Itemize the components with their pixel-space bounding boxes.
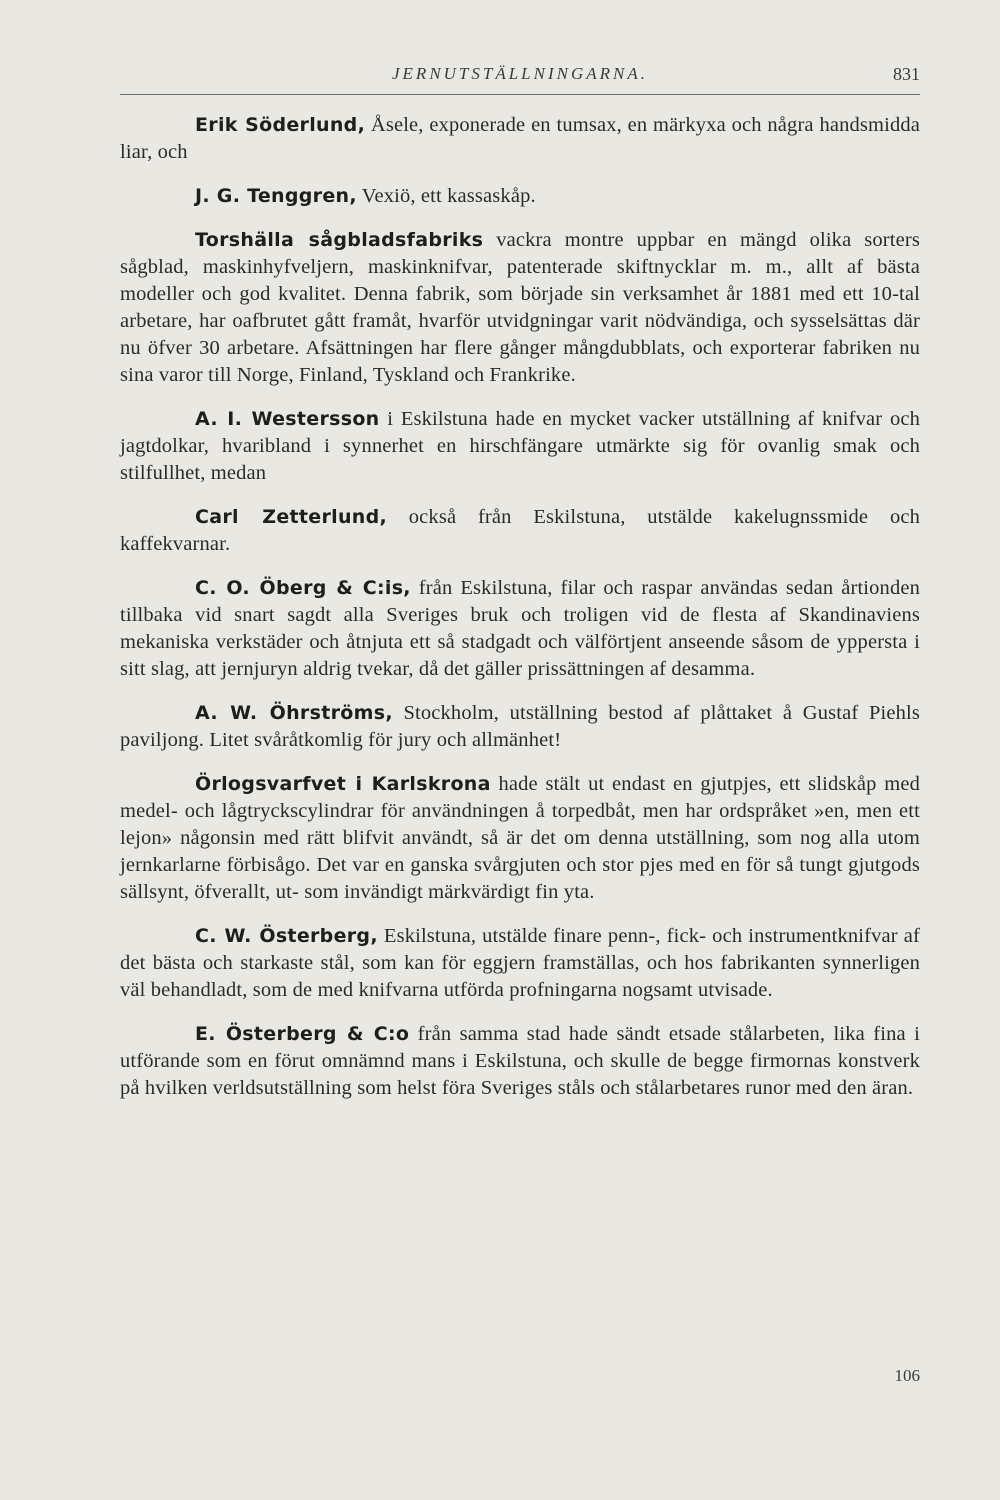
paragraph-text: Åsele, exponerade en tumsax, en märkyxa och några handsmidda liar, och xyxy=(120,114,921,163)
running-head: JERNUTSTÄLLNINGARNA. xyxy=(392,64,648,83)
page-header xyxy=(120,62,920,95)
paragraph xyxy=(120,700,920,754)
paragraph xyxy=(120,406,920,487)
paragraph-text: Vexiö, ett kassaskåp. xyxy=(356,185,536,207)
paragraph xyxy=(120,112,920,166)
paragraph xyxy=(120,575,920,683)
exhibitor-name: A. I. Westersson xyxy=(195,408,380,430)
page-body xyxy=(120,112,920,1119)
paragraph-text: Eskilstuna, utstälde finare penn-, fick- och instrumentknifvar af det bästa och starkaste stål, som kan för eggjern framställas, och hos fabrikanten synnerligen väl behandladt, som de med knifvarna utförda profningarna nogsamt utvisade. xyxy=(120,925,920,1001)
exhibitor-name: C. W. Österberg, xyxy=(195,925,378,947)
signature-mark: 106 xyxy=(894,1366,920,1385)
paragraph-text: också från Eskilstuna, utstälde kakelugnssmide och kaffekvarnar. xyxy=(120,506,920,555)
exhibitor-name: Örlogsvarfvet i Karlskrona xyxy=(195,773,491,795)
exhibitor-name: Torshälla sågbladsfabriks xyxy=(195,229,484,251)
paragraph xyxy=(120,923,920,1004)
paragraph xyxy=(120,227,920,389)
paragraph xyxy=(120,504,920,558)
exhibitor-name: Erik Söderlund, xyxy=(195,114,366,136)
paragraph-text: i Eskilstuna hade en mycket vacker utställning af knifvar och jagtdolkar, hvaribland i synnerhet en hirschfängare utmärkte sig för ovanlig smak och stilfullhet, medan xyxy=(120,408,920,484)
paragraph-text: vackra montre uppbar en mängd olika sorters sågblad, maskinhyfveljern, maskinknifvar, patenterade skiftnycklar m. m., allt af bästa modeller och god kvalitet. Denna fabrik, som började sin verksamhet år 1881 med ett 10-tal arbetare, har oafbrutet gått framåt, hvarför utvidgningar varit nödvändiga, och sysselsättas där nu öfver 30 arbetare. Afsättningen har flere gånger mångdubblats, och exporterar fabriken nu sina varor till Norge, Finland, Tyskland och Frankrike. xyxy=(120,229,920,386)
page-number: 831 xyxy=(893,64,920,84)
paragraph xyxy=(120,771,920,906)
paragraph-text: från Eskilstuna, filar och raspar användas sedan årtionden tillbaka vid snart sagdt alla Sveriges bruk och troligen vid de flesta af Skandinaviens mekaniska verkstäder och åtnjuta ett så stadgadt och välförtjent anseende såsom de yppersta i sitt slag, att jernjuryn aldrig tvekar, då det gäller prissättningen af desamma. xyxy=(120,577,920,680)
paragraph-text: hade stält ut endast en gjutpjes, ett slidskåp med medel- och lågtryckscylindrar för användningen å torpedbåt, men har ordspråket »en, men ett lejon» någonsin med rätt blifvit användt, så är det om denna utställning, som nog alla utom jernkarlarne förbisågo. Det var en ganska svårgjuten och stor pjes med en för så tungt gjutgods sällsynt, öfverallt, ut- som invändigt märkvärdigt fin yta. xyxy=(120,773,920,903)
exhibitor-name: A. W. Öhrströms, xyxy=(195,702,393,724)
exhibitor-name: Carl Zetterlund, xyxy=(195,506,388,528)
exhibitor-name: J. G. Tenggren, xyxy=(195,185,357,207)
exhibitor-name: E. Österberg & C:o xyxy=(195,1023,410,1045)
paragraph-text: från samma stad hade sändt etsade stålarbeten, lika fina i utförande som en förut omnämnd mans i Eskilstuna, och skulle de begge firmornas konstverk på hvilken verldsutställning som helst föra Sveriges ståls och stålarbetares runor med den äran. xyxy=(120,1023,920,1099)
exhibitor-name: C. O. Öberg & C:is, xyxy=(195,577,411,599)
paragraph xyxy=(120,183,920,210)
paragraph-text: Stockholm, utställning bestod af plåttaket å Gustaf Piehls paviljong. Litet svåråtkomlig för jury och allmänhet! xyxy=(120,702,920,751)
paragraph xyxy=(120,1021,920,1102)
